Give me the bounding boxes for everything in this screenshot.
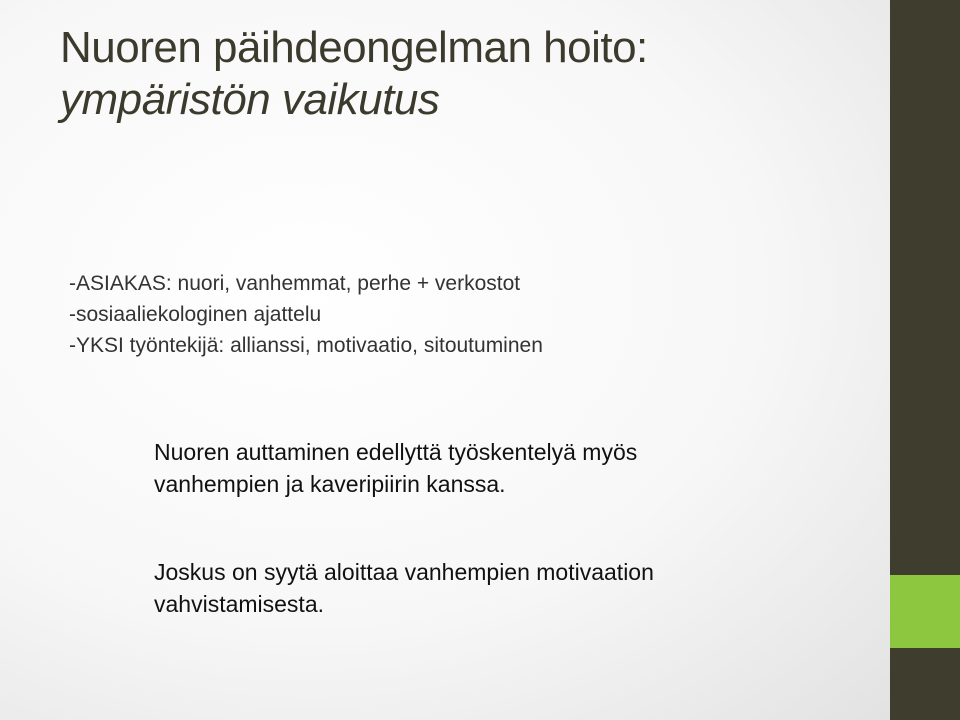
slide-title	[60, 22, 860, 126]
bullet-item: -ASIAKAS: nuori, vanhemmat, perhe + verkostot	[69, 272, 521, 295]
paragraph-line: vanhempien ja kaveripiirin kanssa.	[154, 471, 506, 497]
paragraph-line: vahvistamisesta.	[154, 591, 325, 617]
side-bar-dark-top	[890, 0, 960, 575]
paragraph-line: Joskus on syytä aloittaa vanhempien motivaation	[154, 559, 654, 585]
title-subtitle: ympäristön vaikutus	[60, 75, 440, 124]
bullet-item: -YKSI työntekijä: allianssi, motivaatio, sitoutuminen	[69, 334, 543, 357]
decorative-side-bar	[890, 0, 960, 720]
bullet-item: -sosiaaliekologinen ajattelu	[69, 303, 322, 326]
side-bar-dark-bottom	[890, 648, 960, 720]
bullet-list	[69, 268, 543, 361]
paragraph-line: Nuoren auttaminen edellyttä työskentelyä myös	[154, 439, 638, 465]
paragraph-parents-and-friends	[154, 436, 637, 500]
title-line: Nuoren päihdeongelman hoito:	[60, 23, 648, 72]
paragraph-parent-motivation	[154, 556, 654, 620]
side-bar-green-accent	[890, 575, 960, 648]
